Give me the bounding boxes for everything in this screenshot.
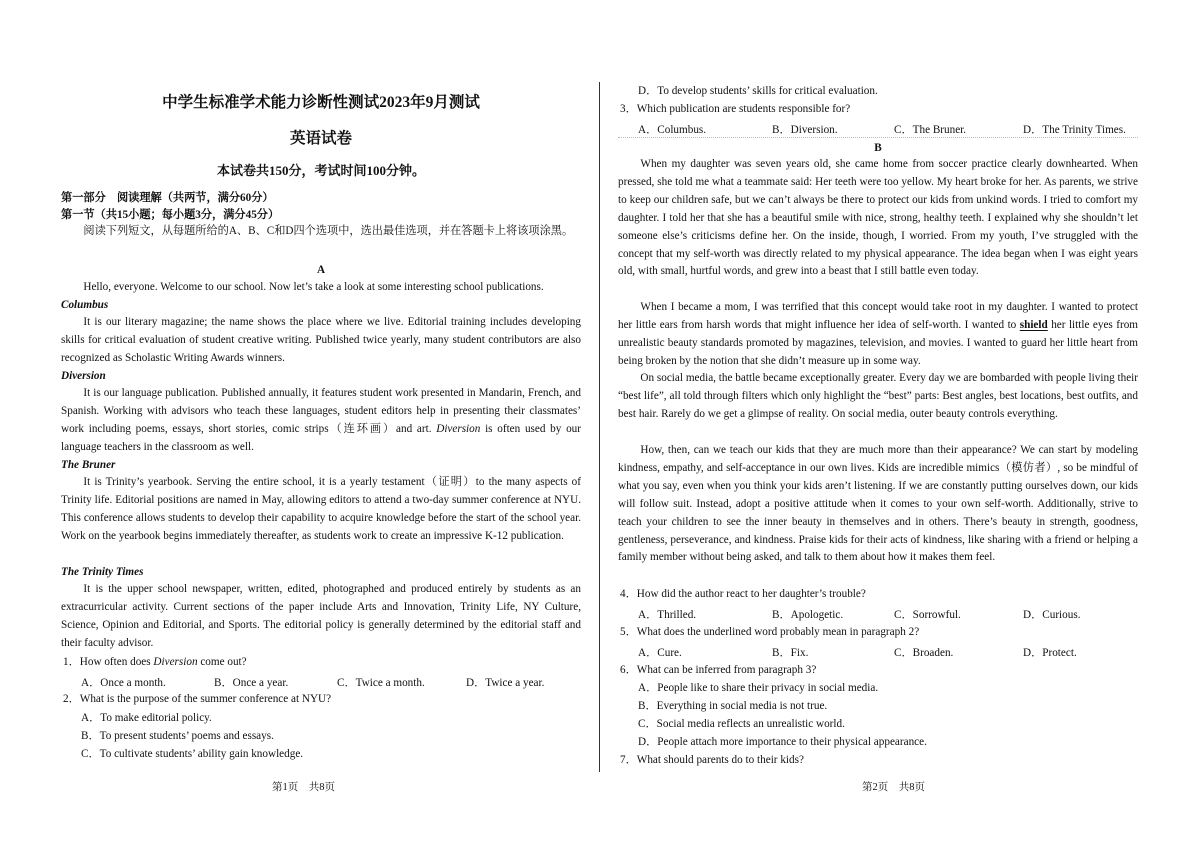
paragraph-trinity-times: It is the upper school newspaper, written, edited, photographed and produced entirely by students as an extracurricular activity. Current sections of the paper include Arts and Innovation, Trinity Life, NY Culture, Science, Opinion and Editorial, and Sports. The editorial policy is generally determined by the editorial staff and their faculty advisor. xyxy=(61,583,581,649)
question-4: 4．How did the author react to her daughter’s trouble? xyxy=(620,588,866,600)
passage-b-paragraph-4: How, then, can we teach our kids that they are much more than their appearance? We can start by modeling kindness, empathy, and self-acceptance in our own lives. Kids are incredible mimics（模仿者）, so be mindful of what you say, even when you think your kids aren’t listening. If we are constantly putting ourselves down, our kids will follow suit. Instead, adopt a positive attitude when it comes to your own self-worth. Additionally, strive to teach your children to see the inner beauty in themselves and in others. There’s beauty in strength, goodness, gentleness, perseverance, and kindness. Praise kids for their acts of kindness, like sharing with a friend or helping a family member without being asked, and talk to them about how it makes them feel. xyxy=(618,444,1138,564)
question-5: 5．What does the underlined word probably mean in paragraph 2? xyxy=(620,626,920,638)
q6-option-a[interactable]: A．People like to share their privacy in social media. xyxy=(638,682,879,694)
q4-option-d[interactable]: D．Curious. xyxy=(1023,609,1081,621)
passage-b-paragraph-3: On social media, the battle became exceptionally greater. Every day we are bombarded with people living their “best life”, all told through filters which only highlight the “best” parts: Best angles, best locations, best outfits, and best hair. Rarely do we get a glimpse of reality. On social media, outer beauty controls everything. xyxy=(618,372,1138,420)
passage-b-paragraph-2: When I became a mom, I was terrified that this concept would take root in my daughter. I wanted to protect her little ears from harsh words that might influence her idea of self-worth. I wanted to shield her little eyes from unrealistic beauty standards promoted by magazines, television, and movies. I wanted to guard her little heart from being broken by the notion that she didn’t measure up in some way. xyxy=(618,301,1138,367)
dotted-separator xyxy=(618,137,1138,138)
page-2-footer: 第2页 共8页 xyxy=(862,782,925,793)
exam-subtitle: 英语试卷 xyxy=(289,130,352,147)
q1-option-b[interactable]: B．Once a year. xyxy=(214,677,289,689)
question-6: 6．What can be inferred from paragraph 3? xyxy=(620,664,817,676)
q6-option-b[interactable]: B．Everything in social media is not true. xyxy=(638,700,828,712)
q6-option-d[interactable]: D．People attach more importance to their physical appearance. xyxy=(638,736,927,748)
q3-option-a[interactable]: A．Columbus. xyxy=(638,124,707,136)
q2-option-a[interactable]: A．To make editorial policy. xyxy=(81,712,212,724)
part-heading: 第一部分 阅读理解（共两节，满分60分） xyxy=(61,192,274,204)
heading-diversion: Diversion xyxy=(61,370,106,382)
q3-option-c[interactable]: C．The Bruner. xyxy=(894,124,967,136)
question-7: 7．What should parents do to their kids? xyxy=(620,754,804,766)
q5-option-b[interactable]: B．Fix. xyxy=(772,647,809,659)
passage-b-label: B xyxy=(874,142,882,154)
q1-option-c[interactable]: C．Twice a month. xyxy=(337,677,425,689)
q3-option-b[interactable]: B．Diversion. xyxy=(772,124,838,136)
q4-option-c[interactable]: C．Sorrowful. xyxy=(894,609,961,621)
question-3: 3．Which publication are students responsible for? xyxy=(620,103,851,115)
question-1: 1．How often does Diversion come out? xyxy=(63,656,247,668)
instructions: 阅读下列短文，从每题所给的A、B、C和D四个选项中，选出最佳选项，并在答题卡上将该项涂黑。 xyxy=(83,225,574,237)
heading-bruner: The Bruner xyxy=(61,459,116,471)
section-heading: 第一节（共15小题；每小题3分，满分45分） xyxy=(61,209,280,221)
q1-option-a[interactable]: A．Once a month. xyxy=(81,677,166,689)
exam-info: 本试卷共150分，考试时间100分钟。 xyxy=(216,163,425,178)
page-1-footer: 第1页 共8页 xyxy=(272,782,335,793)
heading-columbus: Columbus xyxy=(61,299,109,311)
column-divider xyxy=(599,82,600,772)
underlined-word: shield xyxy=(1019,318,1048,331)
q1-option-d[interactable]: D．Twice a year. xyxy=(466,677,545,689)
q5-option-c[interactable]: C．Broaden. xyxy=(894,647,954,659)
paragraph-diversion: It is our language publication. Published annually, it features student work presented in Mandarin, French, and Spanish. Working with advisors who teach these languages, student editors help in presenting their classmates’ work including poems, essays, short stories, comic strips（连环画）and art. Diversion is often used by our language teachers in the classroom as well. xyxy=(61,387,581,453)
q2-option-c[interactable]: C．To cultivate students’ ability gain knowledge. xyxy=(81,748,304,760)
q2-option-d[interactable]: D．To develop students’ skills for critical evaluation. xyxy=(638,85,878,97)
passage-b-paragraph-1: When my daughter was seven years old, she came home from soccer practice clearly downhearted. When pressed, she told me what a teammate said: Her teeth were too yellow. My heart broke for her. As parents, we strive to keep our children safe, but we can’t always be there to protect our kids from unkind words. I tried to comfort my daughter. I told her that she has a beautiful smile with nice, strong, healthy teeth. I explained why she shouldn’t let someone else’s criticisms define her. On the inside, though, I worried. From my youth, I’ve struggled with the concept that my self-worth was directly related to my physical appearance. The idea began when I was eight years old, with small, hurtful words, and grew into a beast that I still battle even today. xyxy=(618,158,1138,278)
question-2: 2．What is the purpose of the summer conference at NYU? xyxy=(63,693,332,705)
q3-option-d[interactable]: D．The Trinity Times. xyxy=(1023,124,1126,136)
passage-a-label: A xyxy=(316,264,326,276)
q6-option-c[interactable]: C．Social media reflects an unrealistic world. xyxy=(638,718,845,730)
q4-option-b[interactable]: B．Apologetic. xyxy=(772,609,844,621)
paragraph-columbus: It is our literary magazine; the name shows the place where we live. Editorial training includes developing skills for critical evaluation of student creative writing. Published twice yearly, many student contributors are also recognized as Scholastic Writing Awards winners. xyxy=(61,316,581,364)
q5-option-a[interactable]: A．Cure. xyxy=(638,647,682,659)
q5-option-d[interactable]: D．Protect. xyxy=(1023,647,1077,659)
passage-a-intro: Hello, everyone. Welcome to our school. Now let’s take a look at some interesting school publications. xyxy=(83,281,544,293)
q2-option-b[interactable]: B．To present students’ poems and essays. xyxy=(81,730,274,742)
exam-title: 中学生标准学术能力诊断性测试2023年9月测试 xyxy=(162,94,480,111)
paragraph-bruner: It is Trinity’s yearbook. Serving the entire school, it is a yearly testament（证明）to the many aspects of Trinity life. Editorial positions are named in May, allowing editors to attend a two-day summer conference at NYU. This conference allows students to develop their capability to acquire knowledge before the start of the school year. Work on the yearbook begins immediately thereafter, as students work to create an impressive K-12 publication. xyxy=(61,476,581,542)
q4-option-a[interactable]: A．Thrilled. xyxy=(638,609,697,621)
heading-trinity-times: The Trinity Times xyxy=(61,566,144,578)
